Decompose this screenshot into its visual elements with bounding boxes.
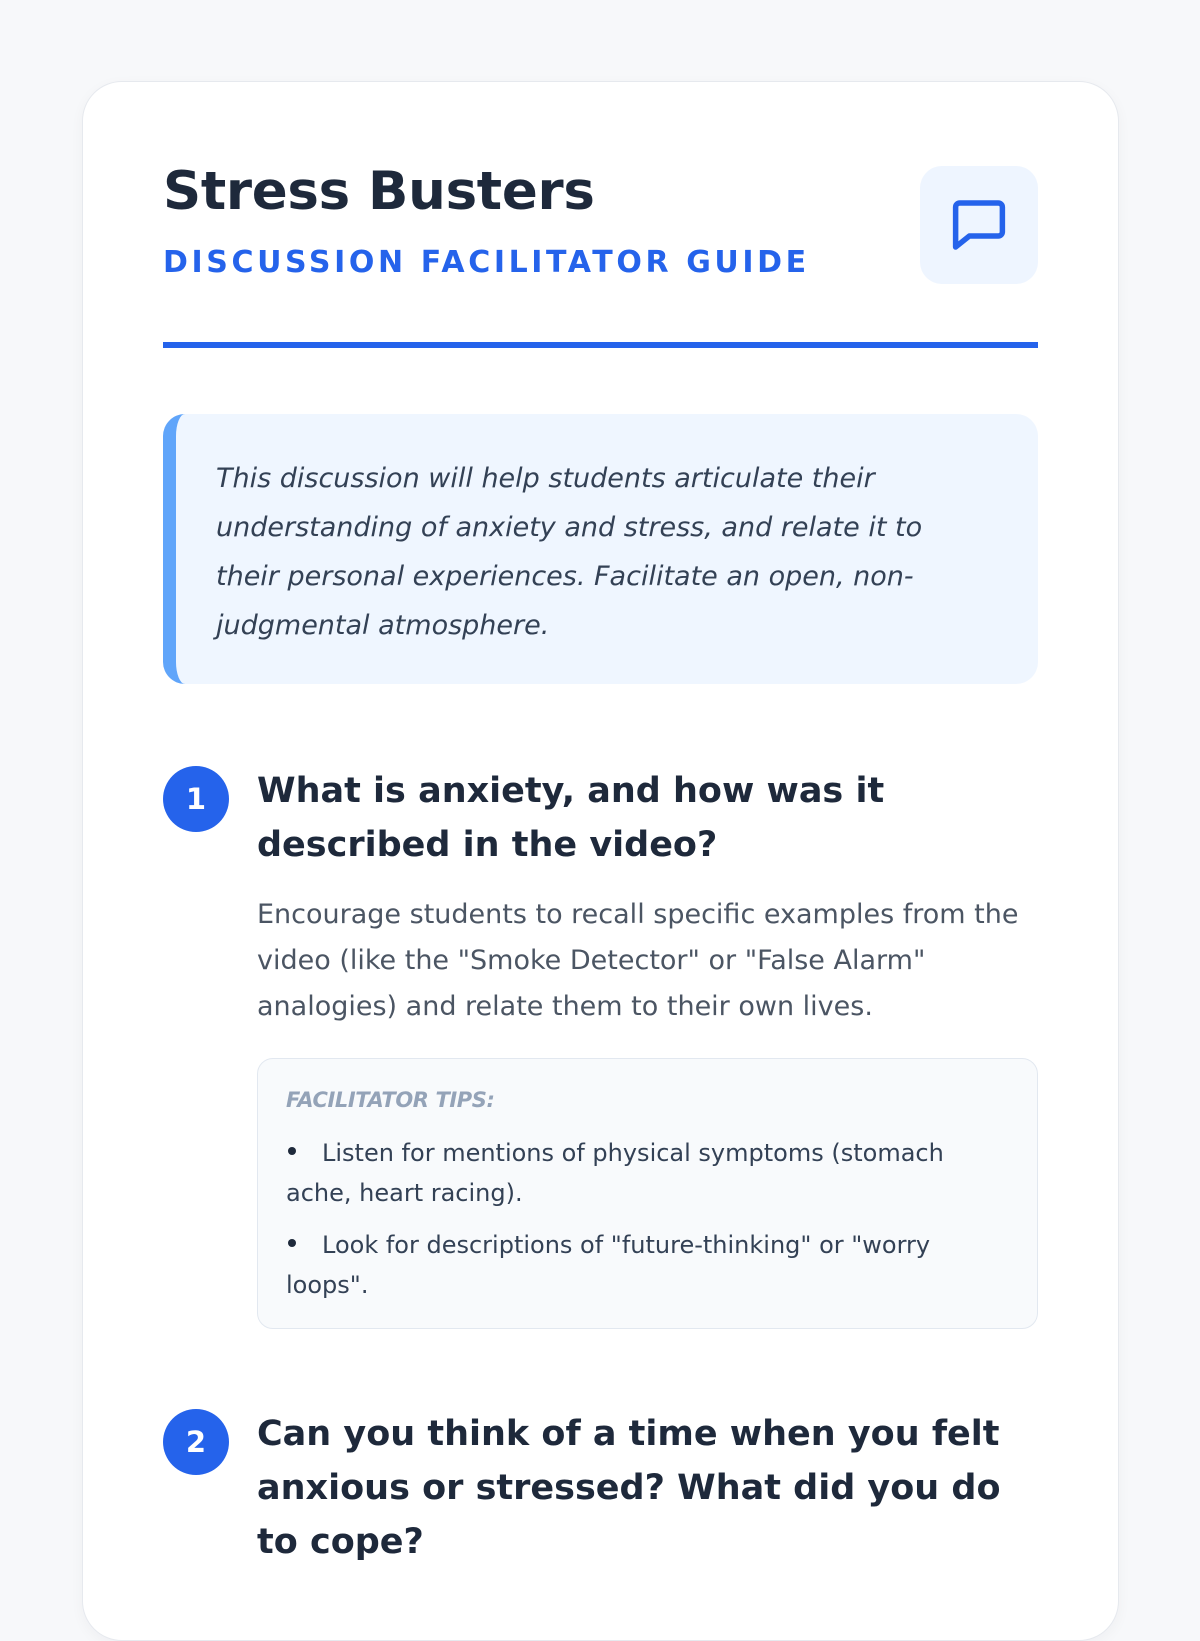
question-description: Encourage students to recall specific examples from the video (like the "Smoke Detector" or "False Alarm" analogies) and relate them to their own lives. [257,899,1019,1022]
tip-item: Listen for mentions of physical symptoms (stomach ache, heart racing). [286,1133,1009,1213]
question-title: What is anxiety, and how was it described in the video? [257,771,885,865]
question-2 [163,1407,1038,1569]
tip-item: Look for descriptions of "future-thinking" or "worry loops". [286,1225,1009,1305]
intro-text: This discussion will help students articulate their understanding of anxiety and stress, and relate it to their personal experiences. Facilitate an open, non-judgmental atmosphere. [216,463,923,641]
facilitator-tips-label: FACILITATOR TIPS: [286,1088,495,1112]
chat-bubble-icon [946,192,1012,258]
facilitator-tips-list [286,1133,1009,1305]
page-subtitle: DISCUSSION FACILITATOR GUIDE [163,245,810,280]
chat-bubble-icon-box [920,166,1038,284]
question-title: Can you think of a time when you felt anxious or stressed? What did you do to cope? [257,1414,1001,1562]
guide-header [163,82,1038,348]
question-number-badge: 1 [163,766,229,832]
facilitator-tips-box [257,1058,1038,1329]
page-title: Stress Busters [163,161,595,222]
guide-card [82,81,1119,1641]
question-1 [163,764,1038,1329]
intro-callout [163,414,1038,684]
question-number-badge: 2 [163,1409,229,1475]
